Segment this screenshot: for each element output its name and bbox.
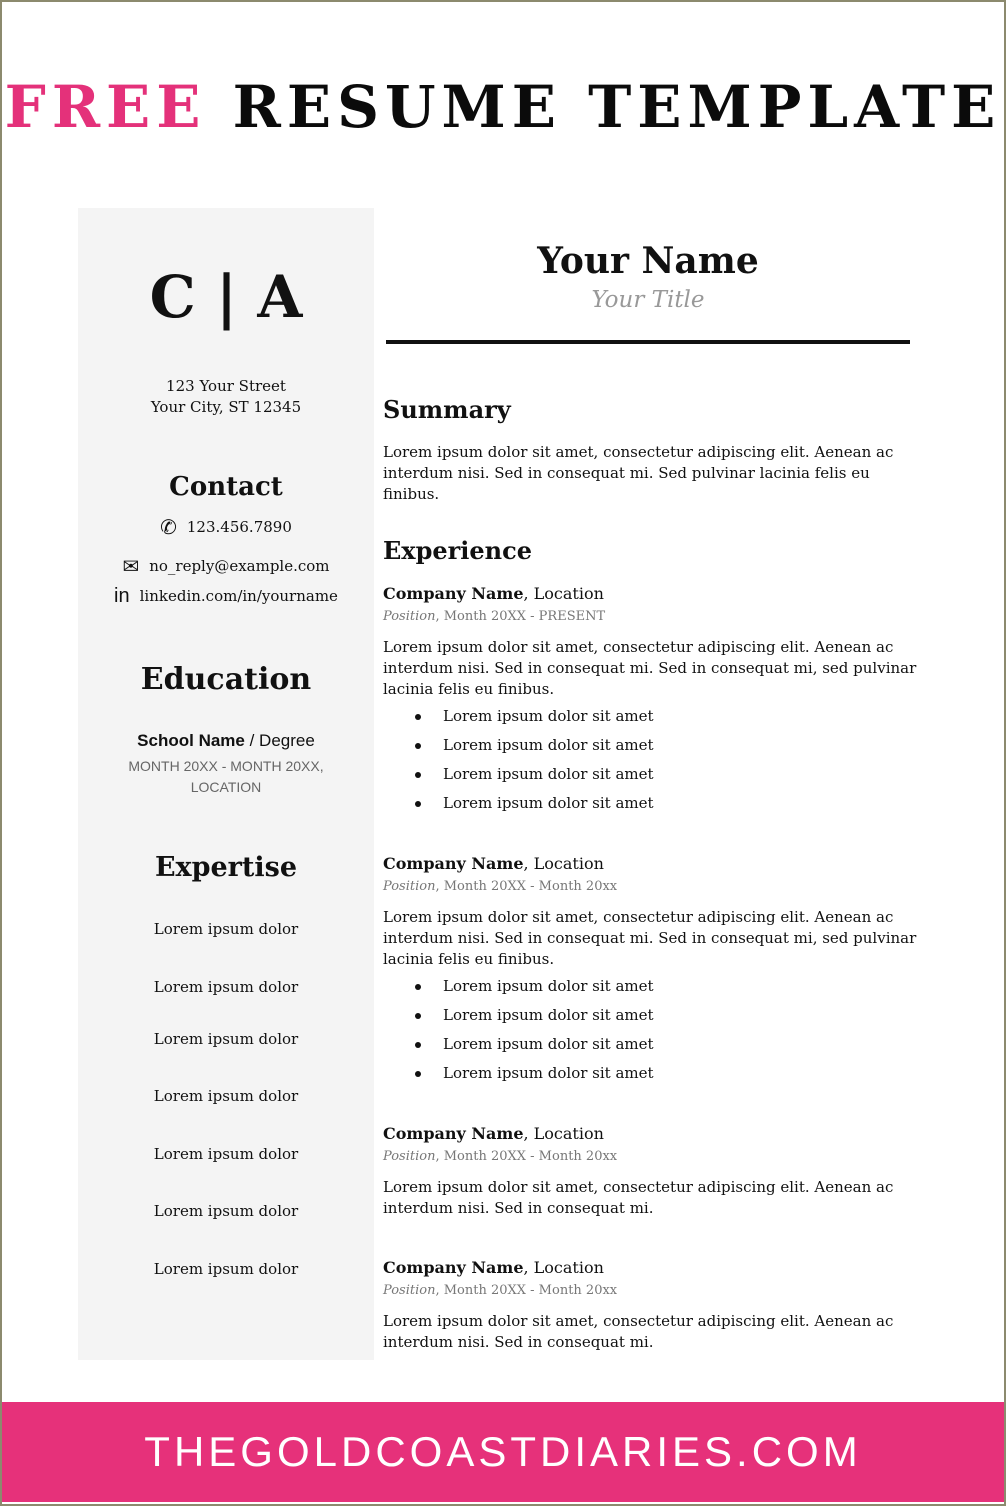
position-dates: , Month 20XX - Month 20xx xyxy=(435,1283,618,1298)
job-description-line: Lorem ipsum dolor sit amet, consectetur adipiscing elit. Aenean ac xyxy=(383,1312,894,1330)
education-dates-line-2: LOCATION xyxy=(190,779,262,795)
linkedin-link[interactable]: linkedin.com/in/yourname xyxy=(139,587,338,605)
job-description-line: Lorem ipsum dolor sit amet, consectetur adipiscing elit. Aenean ac xyxy=(383,638,894,656)
summary-text xyxy=(383,442,923,505)
expertise-item: Lorem ipsum dolor xyxy=(153,1202,299,1220)
job-position xyxy=(383,878,617,896)
expertise-item: Lorem ipsum dolor xyxy=(153,1030,299,1048)
job-company xyxy=(383,1257,604,1279)
job-description-line: interdum nisi. Sed in consequat mi. xyxy=(383,1333,654,1351)
contact-email xyxy=(78,555,374,577)
job-bullets xyxy=(383,972,654,1088)
phone-text: 123.456.7890 xyxy=(186,518,292,536)
bullet-item: Lorem ipsum dolor sit amet xyxy=(383,972,654,1001)
job-description-line: Lorem ipsum dolor sit amet, consectetur adipiscing elit. Aenean ac xyxy=(383,1178,894,1196)
position-dates: , Month 20XX - PRESENT xyxy=(435,609,606,624)
job-description-line: interdum nisi. Sed in consequat mi. xyxy=(383,1199,654,1217)
position-title: Position xyxy=(383,879,436,894)
expertise-heading: Expertise xyxy=(154,852,298,883)
summary-line: Lorem ipsum dolor sit amet, consectetur adipiscing elit. Aenean ac xyxy=(383,443,894,461)
company-name: Company Name xyxy=(383,854,524,873)
position-dates: , Month 20XX - Month 20xx xyxy=(435,1149,618,1164)
position-title: Position xyxy=(383,1283,436,1298)
job-description xyxy=(383,907,923,970)
address xyxy=(78,376,374,418)
email-link[interactable]: no_reply@example.com xyxy=(149,557,330,575)
company-name: Company Name xyxy=(383,1258,524,1277)
school-line xyxy=(78,730,374,752)
job-company xyxy=(383,853,604,875)
education-dates-line-1: MONTH 20XX - MONTH 20XX, xyxy=(128,758,324,774)
resume-name: Your Name xyxy=(537,240,759,282)
phone-icon: ✆ xyxy=(160,515,177,539)
experience-heading: Experience xyxy=(383,536,533,565)
job-description xyxy=(383,1177,923,1219)
contact-heading: Contact xyxy=(169,472,283,502)
summary-heading: Summary xyxy=(383,395,511,424)
site-footer-banner xyxy=(2,1402,1004,1502)
bullet-item: Lorem ipsum dolor sit amet xyxy=(383,1001,654,1030)
company-name: Company Name xyxy=(383,1124,524,1143)
headline-free: FREE xyxy=(4,73,207,141)
resume-title: Your Title xyxy=(591,287,705,313)
bullet-item: Lorem ipsum dolor sit amet xyxy=(383,1059,654,1088)
site-url[interactable]: THEGOLDCOASTDIARIES.COM xyxy=(144,1428,862,1475)
job-description-line: Lorem ipsum dolor sit amet, consectetur adipiscing elit. Aenean ac xyxy=(383,908,894,926)
address-line-1: 123 Your Street xyxy=(166,377,286,395)
address-line-2: Your City, ST 12345 xyxy=(150,398,302,416)
education-heading: Education xyxy=(140,662,312,697)
company-name: Company Name xyxy=(383,584,524,603)
job-company xyxy=(383,583,604,605)
expertise-item: Lorem ipsum dolor xyxy=(153,920,299,938)
expertise-item: Lorem ipsum dolor xyxy=(153,978,299,996)
email-icon: ✉ xyxy=(122,554,140,578)
job-description-line: interdum nisi. Sed in consequat mi. Sed in consequat mi, sed pulvinar xyxy=(383,929,917,947)
job-description xyxy=(383,637,923,700)
expertise-item: Lorem ipsum dolor xyxy=(153,1145,299,1163)
company-location: , Location xyxy=(523,854,604,873)
name-divider xyxy=(386,340,910,344)
bullet-item: Lorem ipsum dolor sit amet xyxy=(383,789,654,818)
school-name: School Name xyxy=(137,731,245,750)
job-position xyxy=(383,1282,617,1300)
job-description-line: interdum nisi. Sed in consequat mi. Sed in consequat mi, sed pulvinar xyxy=(383,659,917,677)
company-location: , Location xyxy=(523,1124,604,1143)
bullet-item: Lorem ipsum dolor sit amet xyxy=(383,731,654,760)
job-position xyxy=(383,1148,617,1166)
job-description xyxy=(383,1311,923,1353)
bullet-item: Lorem ipsum dolor sit amet xyxy=(383,702,654,731)
linkedin-icon: in xyxy=(114,585,130,607)
job-description-line: lacinia felis eu finibus. xyxy=(383,680,555,698)
expertise-item: Lorem ipsum dolor xyxy=(153,1260,299,1278)
bullet-item: Lorem ipsum dolor sit amet xyxy=(383,760,654,789)
bullet-item: Lorem ipsum dolor sit amet xyxy=(383,1030,654,1059)
position-dates: , Month 20XX - Month 20xx xyxy=(435,879,618,894)
job-company xyxy=(383,1123,604,1145)
education-dates xyxy=(78,756,374,798)
job-position xyxy=(383,608,605,626)
degree: / Degree xyxy=(244,731,315,750)
position-title: Position xyxy=(383,609,436,624)
summary-line: interdum nisi. Sed in consequat mi. Sed pulvinar lacinia felis eu finibus. xyxy=(383,464,870,503)
monogram: C | A xyxy=(149,263,303,331)
headline-rest: RESUME TEMPLATE xyxy=(232,73,1002,141)
job-bullets xyxy=(383,702,654,818)
company-location: , Location xyxy=(523,1258,604,1277)
page-headline xyxy=(0,72,1006,142)
contact-linkedin xyxy=(78,585,374,607)
expertise-item: Lorem ipsum dolor xyxy=(153,1087,299,1105)
job-description-line: lacinia felis eu finibus. xyxy=(383,950,555,968)
company-location: , Location xyxy=(523,584,604,603)
position-title: Position xyxy=(383,1149,436,1164)
contact-phone xyxy=(78,516,374,538)
